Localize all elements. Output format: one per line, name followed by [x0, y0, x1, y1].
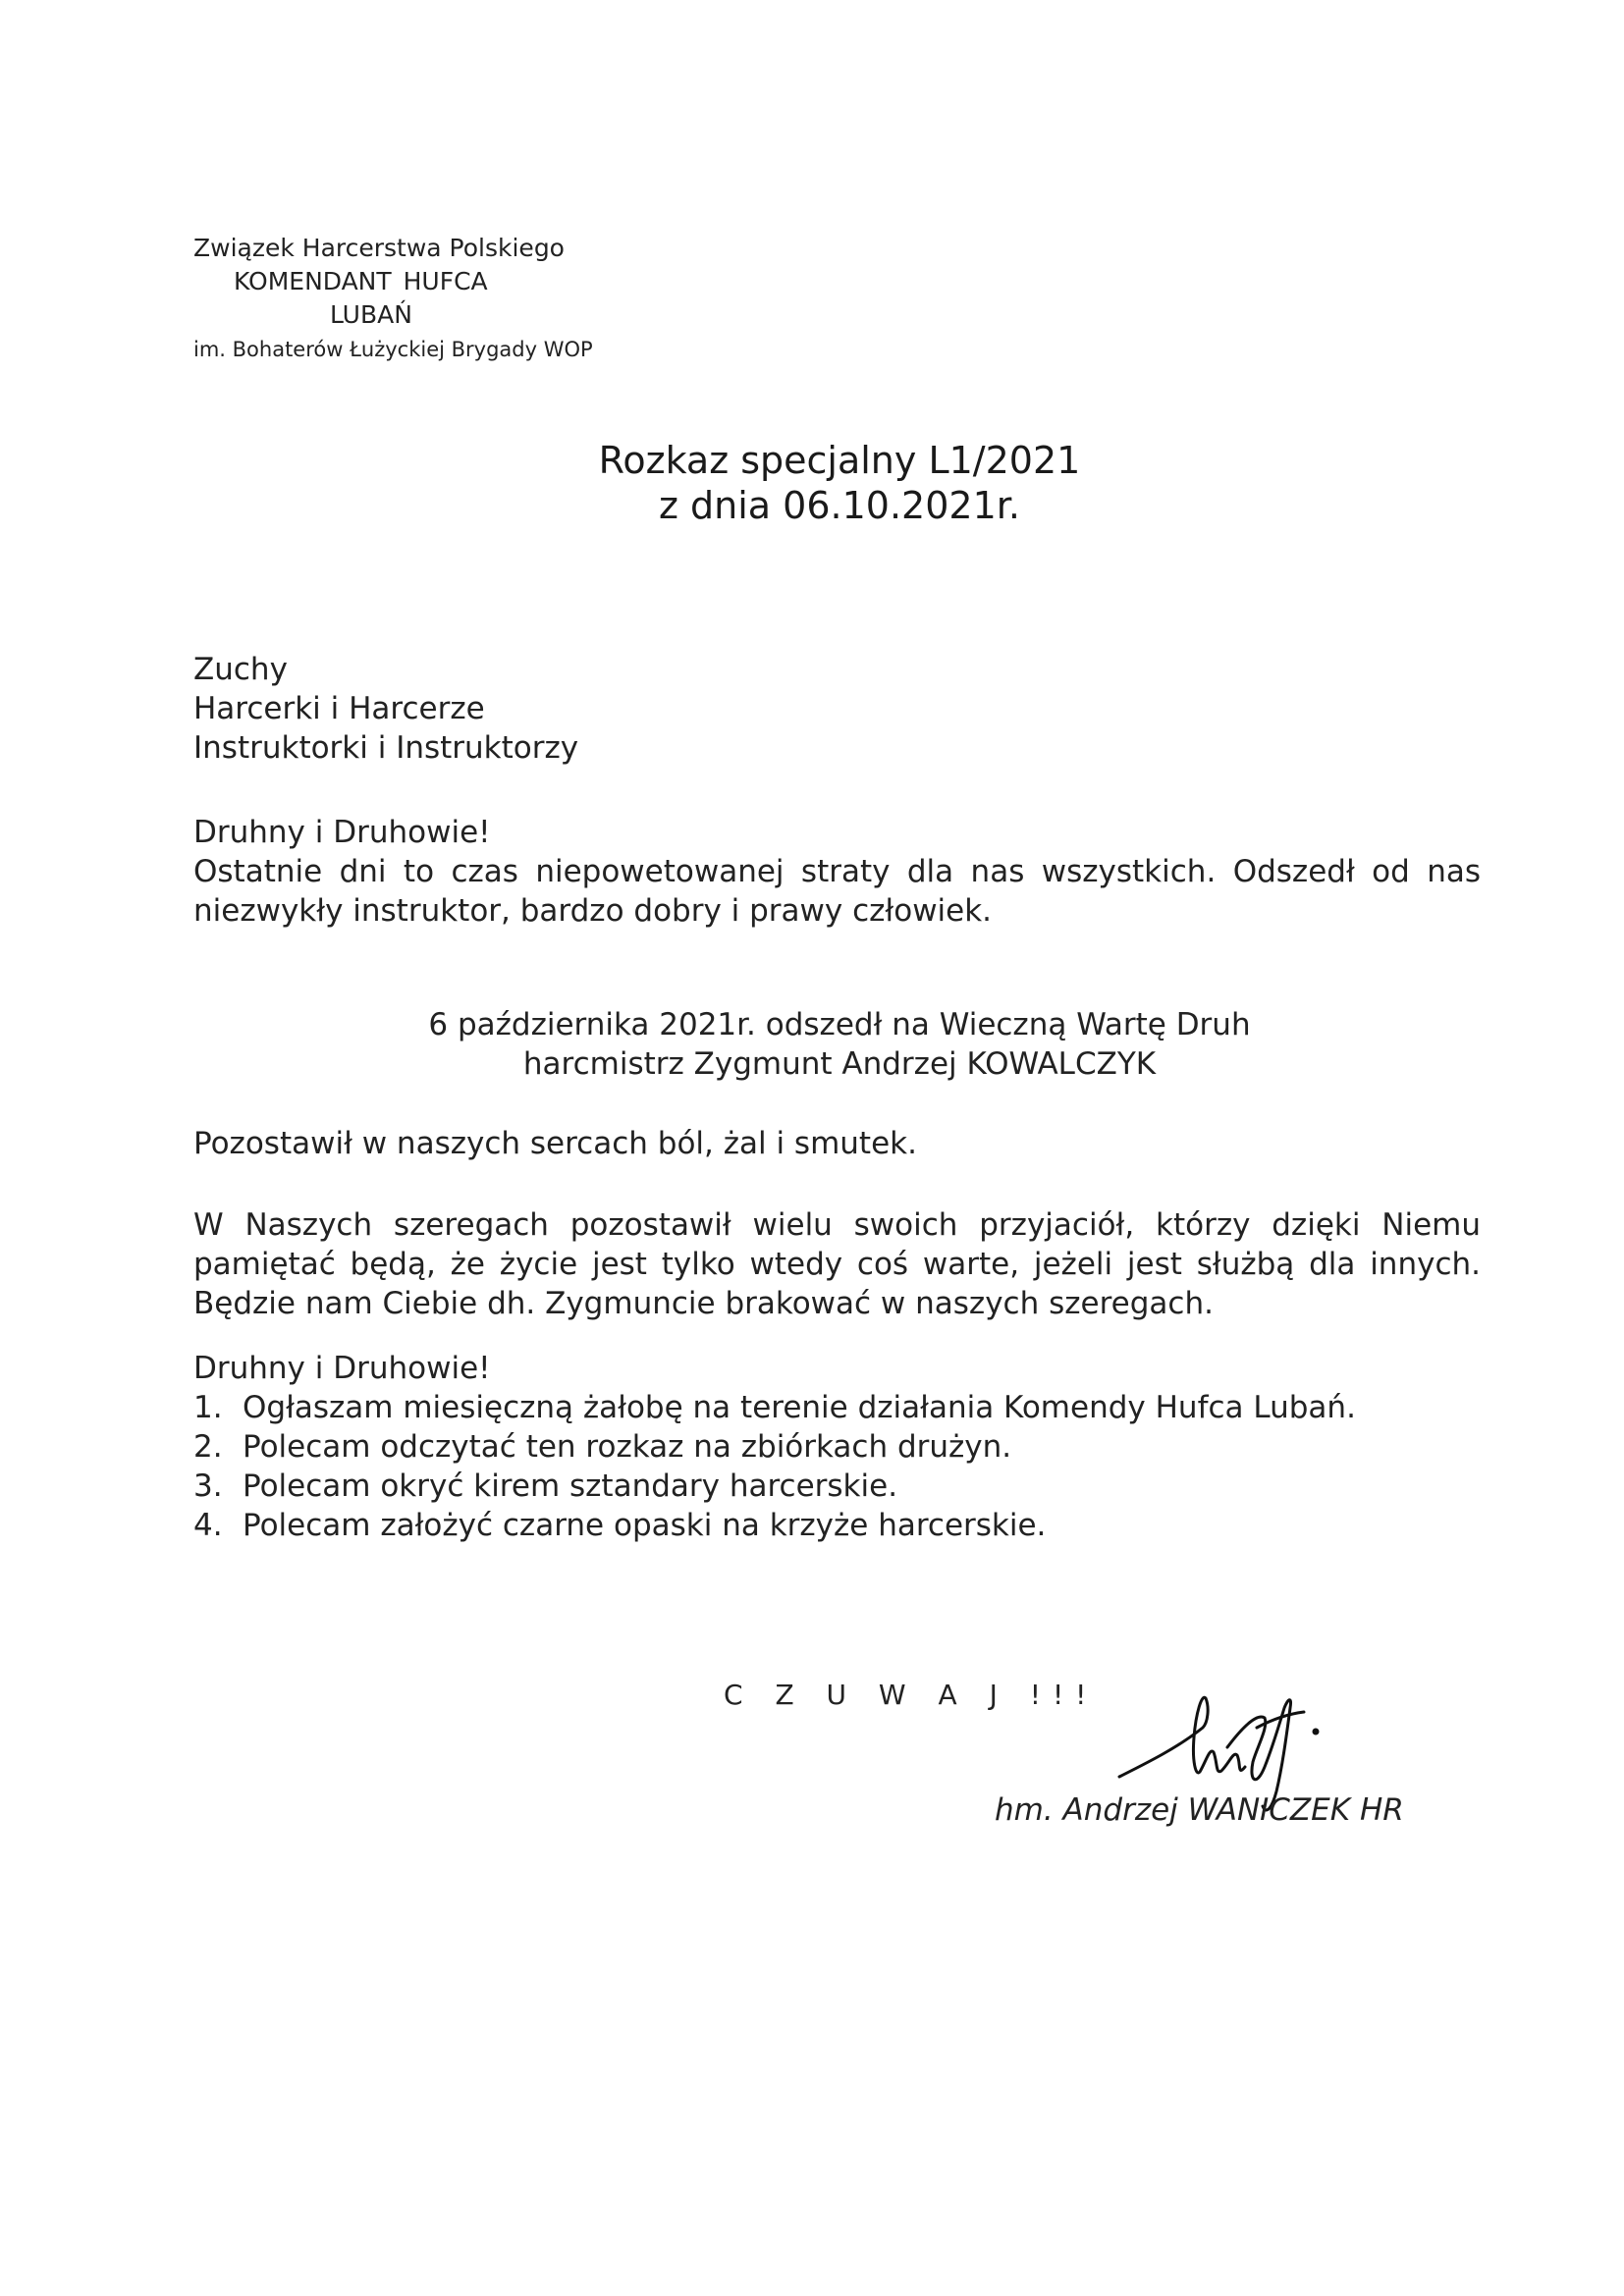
intro-line-1: Ostatnie dni to czas niepowetowanej straty dla nas wszystkich. Odszedł od nas: [193, 854, 1481, 889]
order-text: Ogłaszam miesięczną żałobę na terenie działania Komendy Hufca Lubań.: [243, 1390, 1356, 1425]
greeting-2: Druhny i Druhowie!: [193, 1351, 491, 1386]
order-text: Polecam założyć czarne opaski na krzyże harcerskie.: [243, 1508, 1047, 1543]
order-number: 1.: [193, 1390, 223, 1425]
greeting-1: Druhny i Druhowie!: [193, 815, 491, 850]
letterhead-city: LUBAŃ: [330, 300, 412, 329]
letterhead-role: KOMENDANT HUFCA: [234, 267, 488, 295]
intro-line-2: niezwykły instruktor, bardzo dobry i prawy człowiek.: [193, 893, 993, 929]
paragraph-2-line-1: W Naszych szeregach pozostawił wielu swoich przyjaciół, którzy dzięki Niemu: [193, 1207, 1481, 1243]
closing-czuwaj: C Z U W A J !!!: [724, 1679, 1099, 1711]
addressee-2: Harcerki i Harcerze: [193, 691, 485, 726]
order-item: [193, 1427, 1356, 1467]
order-number: 2.: [193, 1429, 223, 1465]
order-item: [193, 1506, 1356, 1545]
letterhead-org: Związek Harcerstwa Polskiego: [193, 234, 565, 262]
addressee-3: Instruktorki i Instruktorzy: [193, 730, 579, 766]
letterhead-patron: im. Bohaterów Łużyckiej Brygady WOP: [193, 338, 593, 361]
order-item: [193, 1388, 1356, 1427]
signer-name: hm. Andrzej WANICZEK HR: [995, 1792, 1404, 1828]
order-text: Polecam okryć kirem sztandary harcerskie.: [243, 1468, 898, 1504]
addressee-1: Zuchy: [193, 652, 288, 687]
order-number: 4.: [193, 1508, 223, 1543]
paragraph-2-line-2: pamiętać będą, że życie jest tylko wtedy coś warte, jeżeli jest służbą dla innych.: [193, 1247, 1481, 1282]
order-item: [193, 1467, 1356, 1506]
order-number: 3.: [193, 1468, 223, 1504]
order-title: Rozkaz specjalny L1/2021: [598, 439, 1081, 482]
paragraph-2-line-3: Będzie nam Ciebie dh. Zygmuncie brakować w naszych szeregach.: [193, 1286, 1214, 1321]
sentence-1: Pozostawił w naszych sercach ból, żal i smutek.: [193, 1126, 917, 1161]
order-text: Polecam odczytać ten rozkaz na zbiórkach drużyn.: [243, 1429, 1012, 1465]
announcement-line-2: harcmistrz Zygmunt Andrzej KOWALCZYK: [522, 1046, 1157, 1082]
announcement-line-1: 6 października 2021r. odszedł na Wieczną Wartę Druh: [428, 1007, 1251, 1042]
orders-list: [193, 1388, 1356, 1545]
order-date: z dnia 06.10.2021r.: [659, 484, 1020, 527]
